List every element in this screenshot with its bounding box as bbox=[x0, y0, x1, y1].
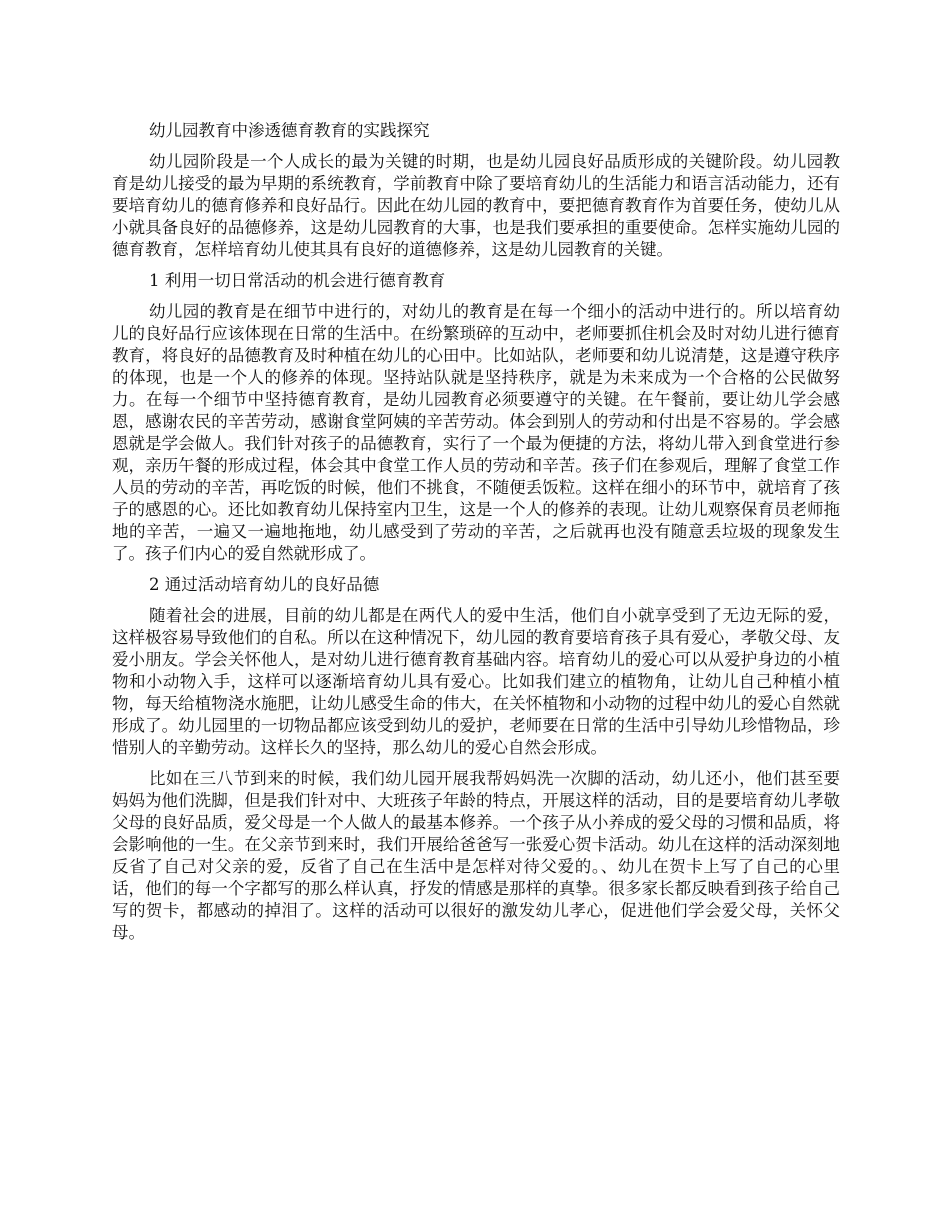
section-1-heading: 1 利用一切日常活动的机会进行德育教育 bbox=[149, 271, 446, 290]
document-page bbox=[112, 120, 840, 953]
section-2-paragraph-1: 随着社会的进展，目前的幼儿都是在两代人的爱中生活，他们自小就享受到了无边无际的爱，这样极容易导致他们的自私。所以在这种情况下，幼儿园的教育要培育孩子具有爱心，孝敬父母、友爱小朋友。学会关怀他人，是对幼儿进行德育教育基础内容。培育幼儿的爱心可以从爱护身边的小植物和小动物入手，这样可以逐渐培育幼儿具有爱心。比如我们建立的植物角，让幼儿自己种植小植物，每天给植物浇水施肥，让幼儿感受生命的伟大，在关怀植物和小动物的过程中幼儿的爱心自然就形成了。幼儿园里的一切物品都应该受到幼儿的爱护，老师要在日常的生活中引导幼儿珍惜物品，珍惜别人的辛勤劳动。这样长久的坚持，那么幼儿的爱心自然会形成。 bbox=[112, 606, 840, 757]
intro-paragraph: 幼儿园阶段是一个人成长的最为关键的时期，也是幼儿园良好品质形成的关键阶段。幼儿园教育是幼儿接受的最为早期的系统教育，学前教育中除了要培育幼儿的生活能力和语言活动能力，还有要培育幼儿的德育修养和良好品行。因此在幼儿园的教育中，要把德育教育作为首要任务，使幼儿从小就具备良好的品德修养，这是幼儿园教育的大事，也是我们要承担的重要使命。怎样实施幼儿园的德育教育，怎样培育幼儿使其具有良好的道德修养，这是幼儿园教育的关键。 bbox=[112, 152, 840, 259]
section-1-paragraph-1: 幼儿园的教育是在细节中进行的，对幼儿的教育是在每一个细小的活动中进行的。所以培育幼儿的良好品行应该体现在日常的生活中。在纷繁琐碎的互动中，老师要抓住机会及时对幼儿进行德育教育，将良好的品德教育及时种植在幼儿的心田中。比如站队，老师要和幼儿说清楚，这是遵守秩序的体现，也是一个人的修养的体现。坚持站队就是坚持秩序，就是为未来成为一个合格的公民做努力。在每一个细节中坚持德育教育，是幼儿园教育必须要遵守的关键。在午餐前，要让幼儿学会感恩，感谢农民的辛苦劳动，感谢食堂阿姨的辛苦劳动。体会到别人的劳动和付出是不容易的。学会感恩就是学会做人。我们针对孩子的品德教育，实行了一个最为便捷的方法，将幼儿带入到食堂进行参观，亲历午餐的形成过程，体会其中食堂工作人员的劳动和辛苦。孩子们在参观后，理解了食堂工作人员的劳动的辛苦，再吃饭的时候，他们不挑食，不随便丢饭粒。这样在细小的环节中，就培育了孩子的感恩的心。还比如教育幼儿保持室内卫生，这是一个人的修养的表现。让幼儿观察保育员老师拖地的辛苦，一遍又一遍地拖地，幼儿感受到了劳动的辛苦，之后就再也没有随意丢垃圾的现象发生了。孩子们内心的爱自然就形成了。 bbox=[112, 302, 840, 563]
section-2-heading: 2 通过活动培育幼儿的良好品德 bbox=[149, 575, 380, 594]
document-title: 幼儿园教育中渗透德育教育的实践探究 bbox=[149, 121, 430, 140]
section-2-paragraph-2: 比如在三八节到来的时候，我们幼儿园开展我帮妈妈洗一次脚的活动，幼儿还小，他们甚至要妈妈为他们洗脚，但是我们针对中、大班孩子年龄的特点，开展这样的活动，目的是要培育幼儿孝敬父母的良好品质，爱父母是一个人做人的最基本修养。一个孩子从小养成的爱父母的习惯和品质，将会影响他的一生。在父亲节到来时，我们开展给爸爸写一张爱心贺卡活动。幼儿在这样的活动深刻地反省了自己对父亲的爱，反省了自己在生活中是怎样对待父爱的。、幼儿在贺卡上写了自己的心里话，他们的每一个字都写的那么样认真，抒发的情感是那样的真挚。很多家长都反映看到孩子给自己写的贺卡，都感动的掉泪了。这样的活动可以很好的激发幼儿孝心，促进他们学会爱父母，关怀父母。 bbox=[112, 769, 840, 942]
